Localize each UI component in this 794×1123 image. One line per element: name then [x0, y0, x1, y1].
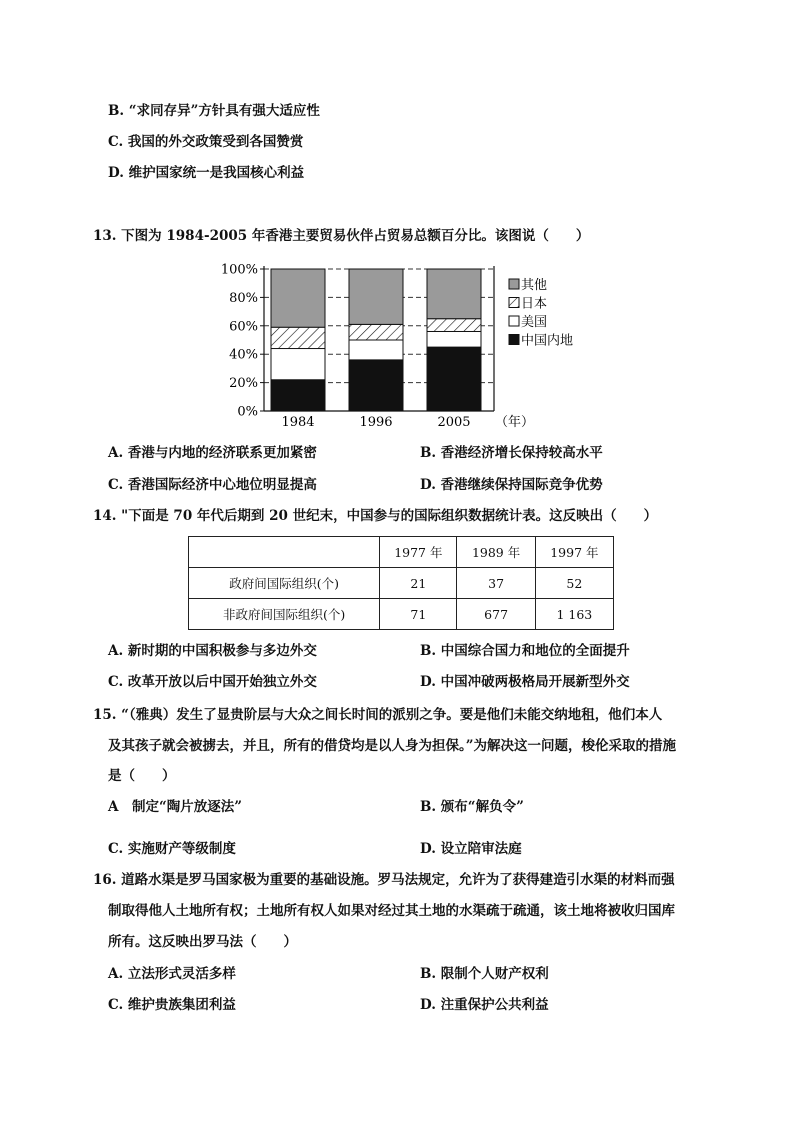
q14-data-table: [188, 536, 614, 630]
bar-segment: [427, 331, 481, 347]
table-cell: 21: [380, 568, 457, 599]
q12-option-b: B. “求同存异”方针具有强大适应性: [108, 103, 320, 119]
q15-stem-line1: 15. “（雅典）发生了显贵阶层与大众之间长时间的派别之争。要是他们未能交纳地租，他们本人: [93, 707, 663, 723]
q12-option-d: D. 维护国家统一是我国核心利益: [108, 165, 305, 181]
bar-segment: [349, 340, 403, 360]
q16-option-a: A. 立法形式灵活多样: [108, 966, 236, 982]
q16-option-b: B. 限制个人财产权利: [420, 966, 549, 982]
q14-option-a: A. 新时期的中国积极参与多边外交: [108, 643, 317, 659]
y-tick-label: 40%: [229, 347, 258, 363]
q15-option-a: A 制定“陶片放逐法”: [108, 799, 243, 815]
q13-option-a: A. 香港与内地的经济联系更加紧密: [108, 445, 317, 461]
q15-option-d: D. 设立陪审法庭: [420, 841, 522, 857]
y-tick-label: 60%: [229, 319, 258, 335]
legend-swatch: [509, 335, 519, 345]
bar-segment: [427, 319, 481, 332]
bar-segment: [427, 269, 481, 319]
q14-option-c: C. 改革开放以后中国开始独立外交: [108, 674, 317, 690]
legend-label: 中国内地: [521, 333, 574, 349]
table-header-cell: 1989 年: [457, 537, 535, 568]
x-tick-label: 1996: [359, 415, 393, 430]
table-cell: 政府间国际组织(个): [189, 568, 380, 599]
q15-option-b: B. 颁布“解负令”: [420, 799, 524, 815]
q15-stem-line2: 及其孩子就会被掳去，并且，所有的借贷均是以人身为担保。”为解决这一问题，梭伦采取的措施: [108, 738, 677, 754]
legend-label: 其他: [521, 278, 548, 293]
q16-stem-line3: 所有。这反映出罗马法（ ）: [108, 934, 297, 950]
q15-option-c: C. 实施财产等级制度: [108, 841, 236, 857]
q15-stem-line3: 是（ ）: [108, 768, 176, 784]
q16-stem-line2: 制取得他人土地所有权；土地所有权人如果对经过其土地的水渠疏于疏通，该土地将被收归国库: [108, 903, 675, 919]
bar-segment: [271, 380, 325, 411]
legend-swatch: [509, 298, 519, 308]
table-row: [189, 568, 614, 599]
y-tick-label: 80%: [229, 290, 258, 306]
bar-segment: [349, 269, 403, 324]
legend-label: 美国: [521, 315, 548, 330]
y-tick-label: 100%: [220, 262, 258, 278]
table-header-cell: 1997 年: [535, 537, 613, 568]
table-row: [189, 599, 614, 630]
table-header-row: [189, 537, 614, 568]
q16-option-c: C. 维护贵族集团利益: [108, 997, 236, 1013]
x-tick-label: 2005: [437, 415, 471, 430]
bar-segment: [271, 349, 325, 380]
bar-segment: [271, 269, 325, 327]
legend-swatch: [509, 279, 519, 289]
table-cell: 1 163: [535, 599, 613, 630]
table-header-cell: [189, 537, 380, 568]
table-cell: 71: [380, 599, 457, 630]
table-cell: 52: [535, 568, 613, 599]
bar-segment: [427, 347, 481, 411]
legend-swatch: [509, 316, 519, 326]
x-tick-label: 1984: [281, 415, 315, 430]
table-cell: 677: [457, 599, 535, 630]
bar-segment: [349, 360, 403, 411]
q14-option-d: D. 中国冲破两极格局开展新型外交: [420, 674, 630, 690]
q13-option-b: B. 香港经济增长保持较高水平: [420, 445, 603, 461]
q16-stem-line1: 16. 道路水渠是罗马国家极为重要的基础设施。罗马法规定，允许为了获得建造引水渠的材料而强: [93, 872, 675, 888]
q13-option-d: D. 香港继续保持国际竞争优势: [420, 477, 603, 493]
legend-label: 日本: [521, 296, 548, 312]
q14-stem: 14. "下面是 70 年代后期到 20 世纪末，中国参与的国际组织数据统计表。这反映出（ ）: [93, 508, 658, 524]
table-header-cell: 1977 年: [380, 537, 457, 568]
q12-option-c: C. 我国的外交政策受到各国赞赏: [108, 134, 304, 150]
q13-stacked-bar-chart: [212, 256, 612, 436]
y-tick-label: 20%: [229, 376, 258, 392]
table-cell: 37: [457, 568, 535, 599]
table-cell: 非政府间国际组织(个): [189, 599, 380, 630]
bar-segment: [349, 324, 403, 340]
q13-stem: 13. 下图为 1984-2005 年香港主要贸易伙伴占贸易总额百分比。该图说（ ）: [93, 228, 590, 244]
x-axis-unit: （年）: [495, 415, 535, 430]
bar-segment: [271, 327, 325, 348]
q13-option-c: C. 香港国际经济中心地位明显提高: [108, 477, 317, 493]
q16-option-d: D. 注重保护公共利益: [420, 997, 549, 1013]
y-tick-label: 0%: [237, 404, 258, 420]
q14-option-b: B. 中国综合国力和地位的全面提升: [420, 643, 630, 659]
